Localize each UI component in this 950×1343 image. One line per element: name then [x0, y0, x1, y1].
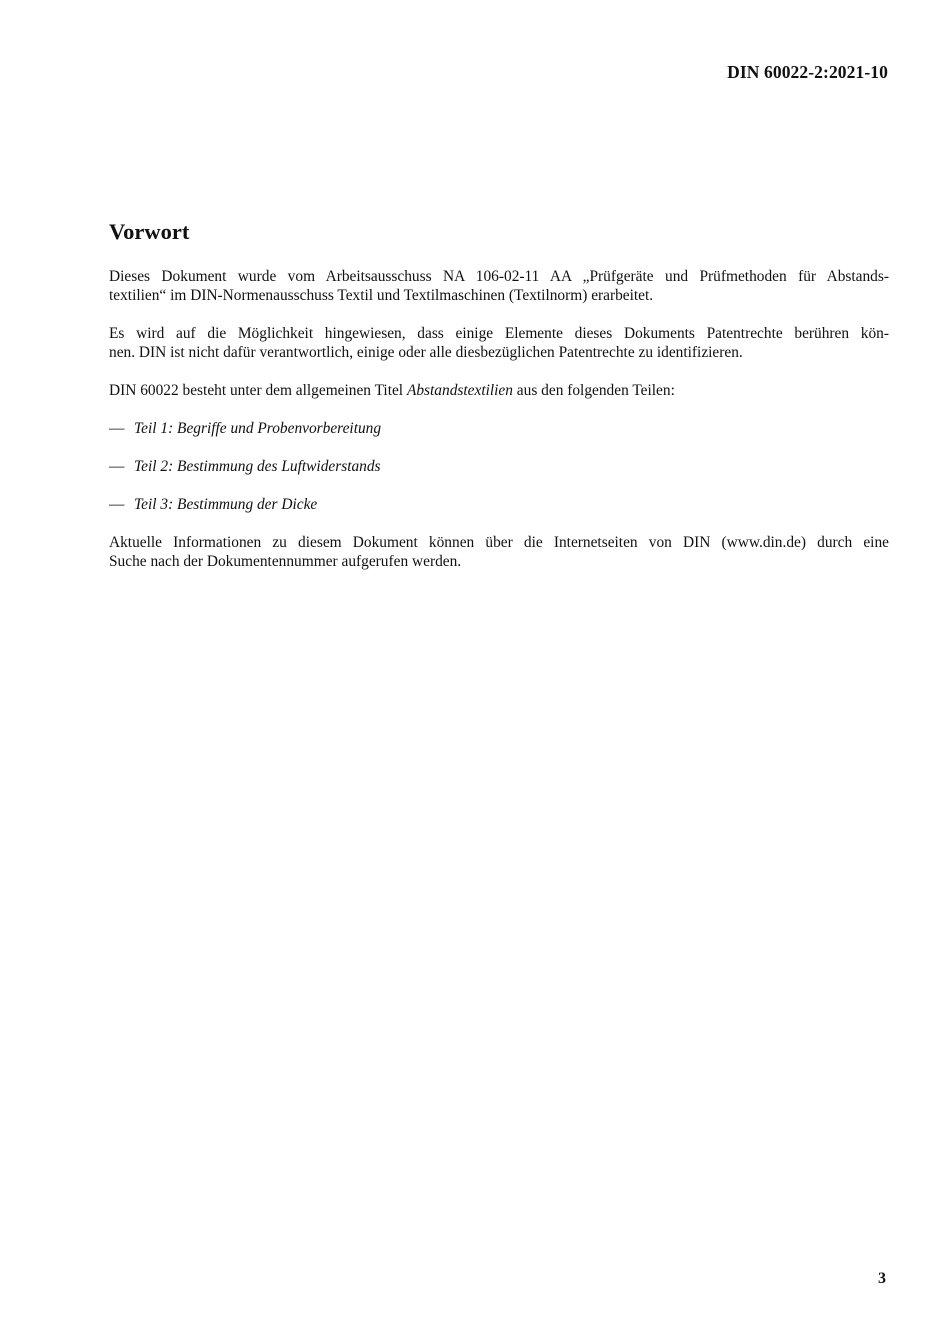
- foreword-title: Vorwort: [109, 219, 190, 244]
- paragraph-line: Suche nach der Dokumentennummer aufgerufen werden.: [109, 553, 462, 570]
- paragraph-committee: [109, 267, 889, 305]
- series-intro-after: aus den folgenden Teilen:: [512, 382, 675, 399]
- list-item-text: Teil 3: Bestimmung der Dicke: [134, 496, 318, 513]
- list-item: [109, 495, 889, 514]
- list-dash: —: [109, 420, 125, 437]
- paragraph-line: Dieses Dokument wurde vom Arbeitsausschuss NA 106-02-11 AA „Prüfgeräte und Prüfmethoden für Abstands-: [109, 268, 889, 285]
- list-item: [109, 419, 889, 438]
- series-intro-before: DIN 60022 besteht unter dem allgemeinen Titel: [109, 382, 407, 399]
- foreword-section: [109, 218, 889, 590]
- paragraph-current-info: [109, 533, 889, 571]
- list-item-text: Teil 1: Begriffe und Probenvorbereitung: [134, 420, 382, 437]
- paragraph-patent-notice: [109, 324, 889, 362]
- paragraph-line: nen. DIN ist nicht dafür verantwortlich, einige oder alle diesbezüglichen Patentrechte zu identifizieren.: [109, 344, 743, 361]
- list-item: [109, 457, 889, 476]
- page-number: 3: [878, 1270, 886, 1287]
- document-number: DIN 60022-2:2021-10: [727, 62, 888, 82]
- paragraph-line: Es wird auf die Möglichkeit hingewiesen, dass einige Elemente dieses Dokuments Patentrechte berühren kön-: [109, 325, 889, 342]
- paragraph-series-intro: [109, 381, 889, 400]
- paragraph-line: Aktuelle Informationen zu diesem Dokument können über die Internetseiten von DIN (www.din.de) durch eine: [109, 534, 889, 551]
- list-dash: —: [109, 496, 125, 513]
- paragraph-line: textilien“ im DIN-Normenausschuss Textil und Textilmaschinen (Textilnorm) erarbeitet.: [109, 287, 654, 304]
- list-dash: —: [109, 458, 125, 475]
- series-title: Abstandstextilien: [406, 382, 513, 399]
- list-item-text: Teil 2: Bestimmung des Luftwiderstands: [134, 458, 381, 475]
